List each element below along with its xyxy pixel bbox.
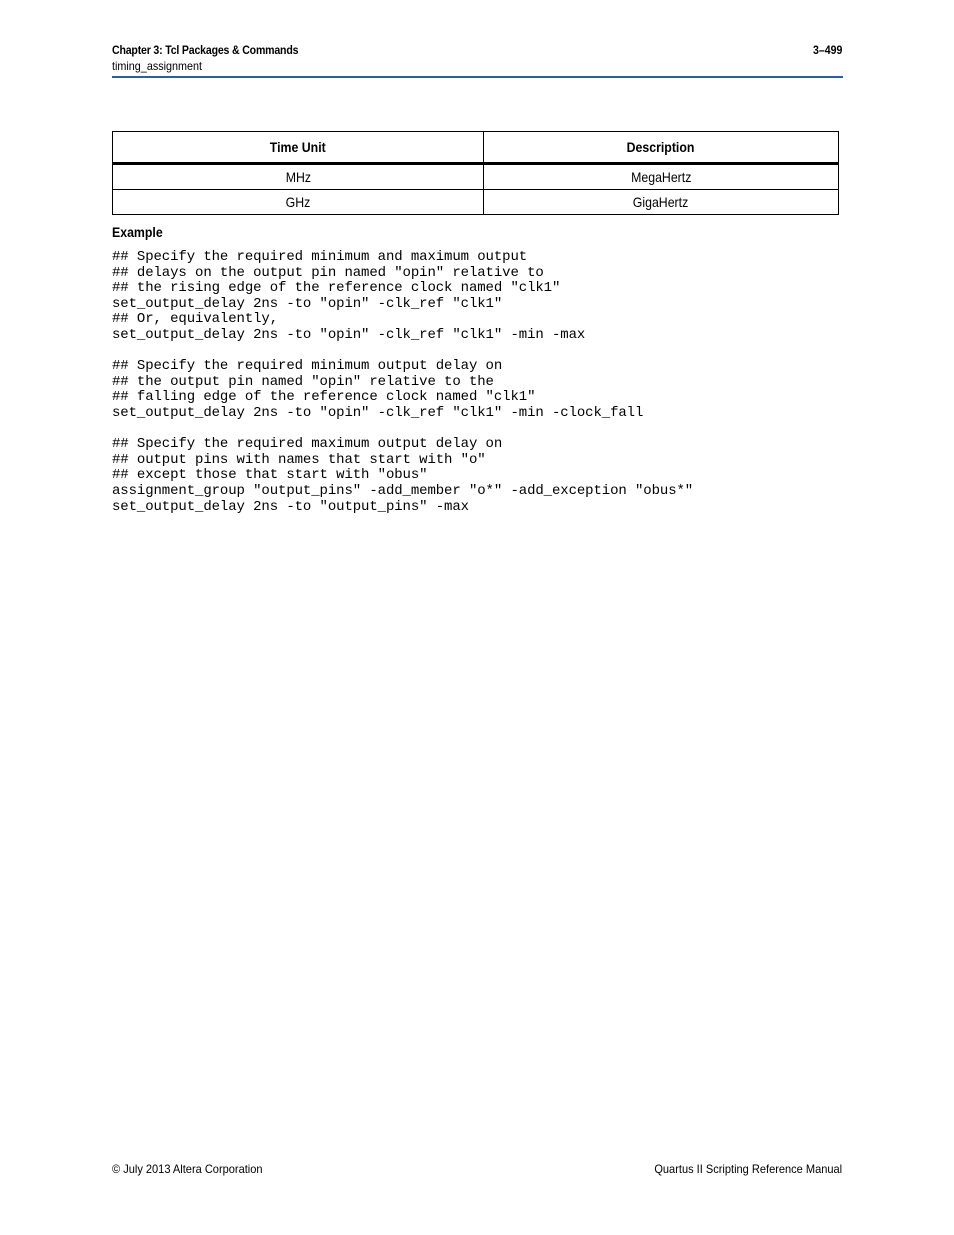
code-line: ## falling edge of the reference clock named "clk1"	[112, 389, 536, 406]
table-cell-time-unit: GHz	[113, 190, 484, 215]
section-name: timing_assignment	[112, 59, 203, 73]
page-number: 3–499	[812, 43, 842, 57]
code-line: set_output_delay 2ns -to "opin" -clk_ref "clk1" -min -clock_fall	[112, 404, 644, 421]
code-blank-line	[112, 344, 693, 360]
code-line: ## except those that start with "obus"	[112, 467, 428, 484]
table-row	[113, 164, 839, 190]
footer-copyright: © July 2013 Altera Corporation	[112, 1162, 263, 1176]
code-line: set_output_delay 2ns -to "opin" -clk_ref "clk1"	[112, 295, 503, 312]
header-divider	[112, 76, 843, 78]
code-line: ## Or, equivalently,	[112, 311, 279, 328]
code-blank-line	[112, 422, 693, 438]
example-heading: Example	[112, 224, 163, 240]
code-line: ## the rising edge of the reference clock named "clk1"	[112, 280, 561, 297]
table-cell-description: GigaHertz	[484, 190, 839, 215]
table-header-row	[113, 132, 839, 164]
code-line: ## Specify the required minimum output delay on	[112, 358, 503, 375]
chapter-title: Chapter 3: Tcl Packages & Commands	[112, 43, 299, 57]
table-row	[113, 190, 839, 215]
code-line: ## Specify the required maximum output delay on	[112, 436, 503, 453]
column-header-description: Description	[484, 132, 839, 164]
time-unit-table	[112, 131, 839, 215]
code-line: ## delays on the output pin named "opin" relative to	[112, 264, 544, 281]
table-cell-description: MegaHertz	[484, 164, 839, 190]
code-line: ## output pins with names that start with "o"	[112, 451, 486, 468]
code-line: assignment_group "output_pins" -add_member "o*" -add_exception "obus*"	[112, 482, 694, 499]
table-cell-time-unit: MHz	[113, 164, 484, 190]
code-line: ## Specify the required minimum and maximum output	[112, 249, 528, 265]
code-line: set_output_delay 2ns -to "output_pins" -max	[112, 498, 469, 515]
footer-manual-title: Quartus II Scripting Reference Manual	[654, 1162, 842, 1176]
code-line: set_output_delay 2ns -to "opin" -clk_ref "clk1" -min -max	[112, 326, 586, 343]
code-example	[112, 250, 693, 515]
column-header-time-unit: Time Unit	[113, 132, 484, 164]
code-line: ## the output pin named "opin" relative to the	[112, 373, 494, 390]
